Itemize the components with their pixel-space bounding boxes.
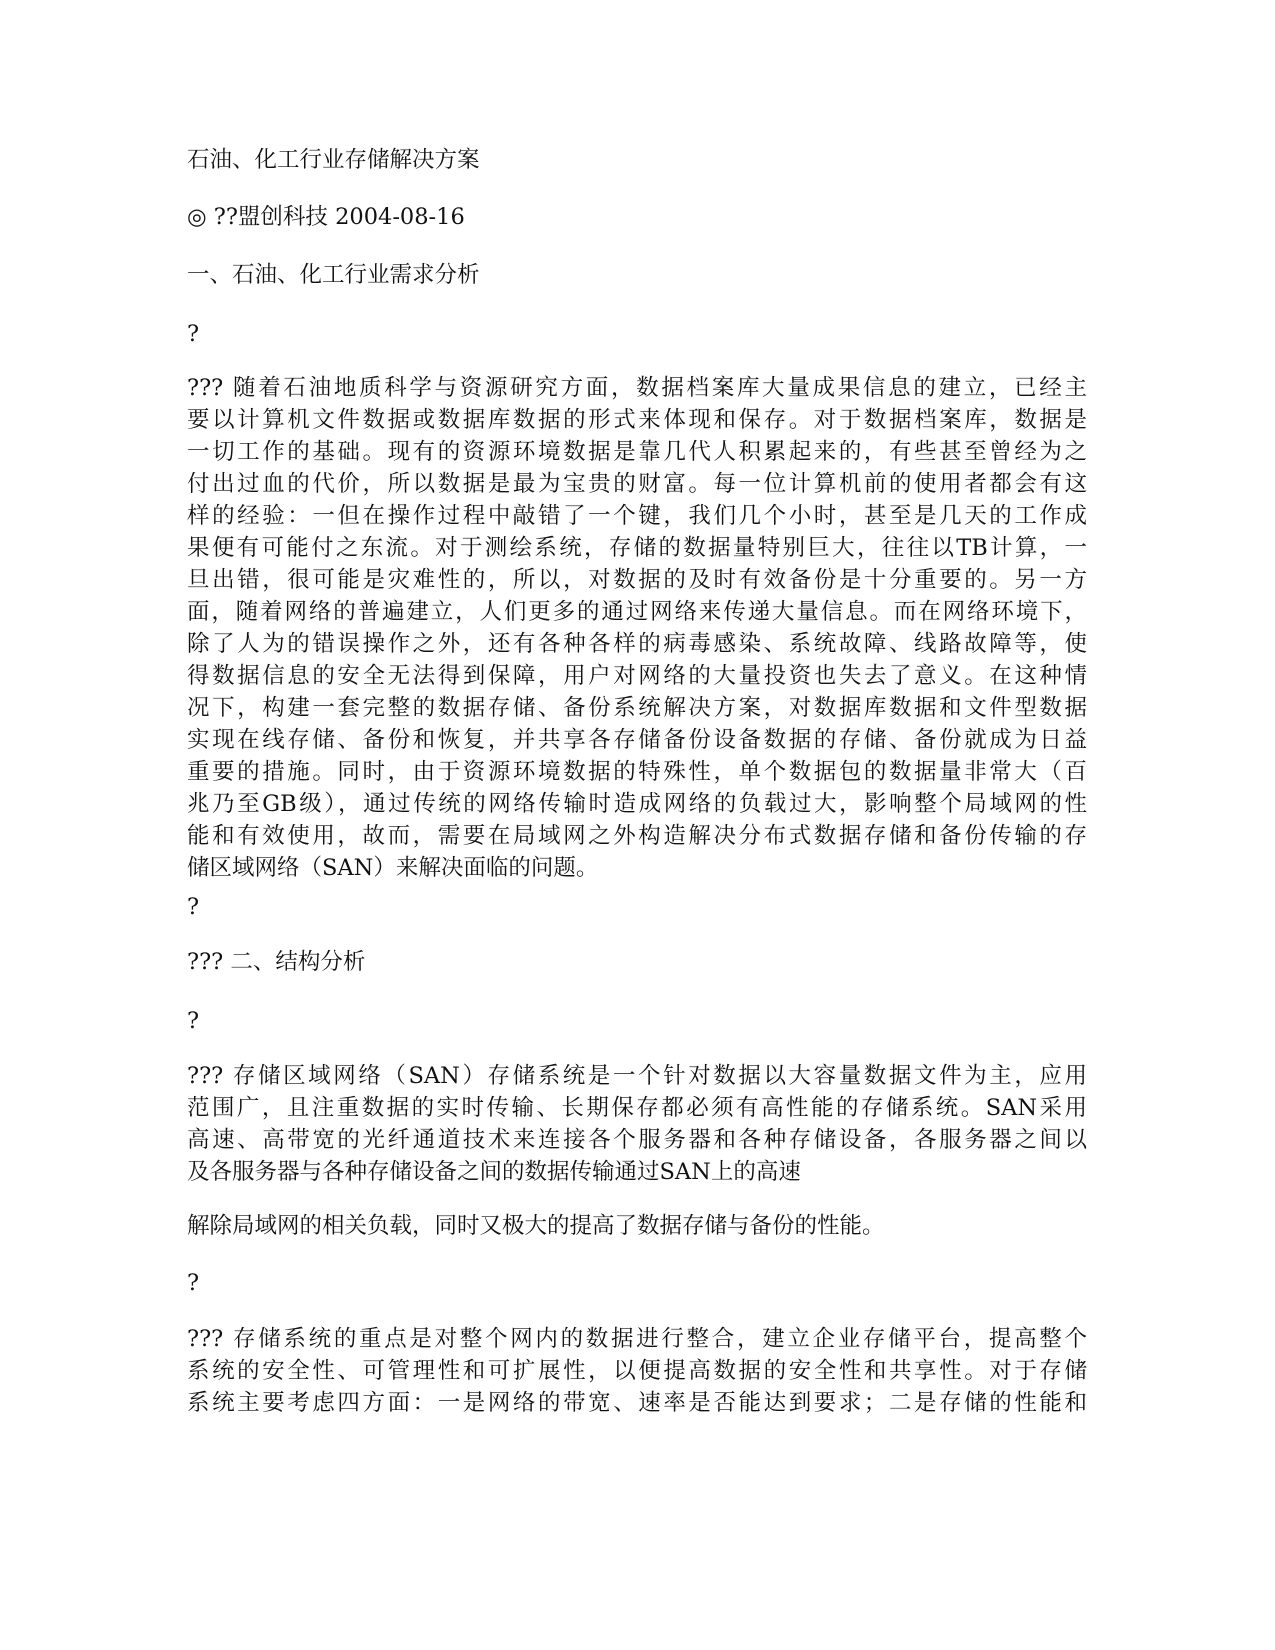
paragraph-line: 实现在线存储、备份和恢复，并共享各存储备份设备数据的存储、备份就成为日益 (187, 727, 1087, 753)
placeholder-mark: ? (187, 1008, 200, 1034)
paragraph-line: 及各服务器与各种存储设备之间的数据传输通过SAN上的高速 (187, 1159, 801, 1185)
placeholder-mark: ? (187, 1270, 200, 1296)
paragraph-line: 况下，构建一套完整的数据存储、备份系统解决方案，对数据库数据和文件型数据 (187, 695, 1087, 721)
paragraph-3: 解除局域网的相关负载，同时又极大的提高了数据存储与备份的性能。 (187, 1213, 885, 1239)
paragraph-line: 得数据信息的安全无法得到保障，用户对网络的大量投资也失去了意义。在这种情 (187, 663, 1087, 689)
paragraph-line: 高速、高带宽的光纤通道技术来连接各个服务器和各种存储设备，各服务器之间以 (187, 1127, 1087, 1153)
paragraph-line: 面，随着网络的普遍建立，人们更多的通过网络来传递大量信息。而在网络环境下， (187, 599, 1087, 625)
section-heading-2: ??? 二、结构分析 (187, 949, 366, 975)
paragraph-line: 重要的措施。同时，由于资源环境数据的特殊性，单个数据包的数据量非常大（百 (187, 759, 1087, 785)
paragraph-line: 付出过血的代价，所以数据是最为宝贵的财富。每一位计算机前的使用者都会有这 (187, 471, 1087, 497)
paragraph-line: 能和有效使用，故而，需要在局域网之外构造解决分布式数据存储和备份传输的存 (187, 823, 1087, 849)
placeholder-mark: ? (187, 894, 200, 920)
paragraph-line: 系统的安全性、可管理性和可扩展性，以便提高数据的安全性和共享性。对于存储 (187, 1358, 1087, 1384)
document-title: 石油、化工行业存储解决方案 (187, 147, 480, 173)
paragraph-line: 范围广，且注重数据的实时传输、长期保存都必须有高性能的存储系统。SAN采用 (187, 1095, 1087, 1121)
paragraph-2 (187, 1060, 1087, 1188)
paragraph-line: 兆乃至GB级），通过传统的网络传输时造成网络的负载过大，影响整个局域网的性 (187, 791, 1087, 817)
placeholder-mark: ? (187, 321, 200, 347)
paragraph-line: 样的经验：一但在操作过程中敲错了一个键，我们几个小时，甚至是几天的工作成 (187, 503, 1087, 529)
paragraph-4 (187, 1323, 1087, 1419)
paragraph-line: ??? 存储系统的重点是对整个网内的数据进行整合，建立企业存储平台，提高整个 (187, 1326, 1087, 1352)
paragraph-line: 旦出错，很可能是灾难性的，所以，对数据的及时有效备份是十分重要的。另一方 (187, 567, 1087, 593)
paragraph-line: 系统主要考虑四方面：一是网络的带宽、速率是否能达到要求；二是存储的性能和 (187, 1390, 1087, 1416)
document-byline: ◎ ??盟创科技 2004-08-16 (187, 204, 465, 230)
paragraph-1 (187, 372, 1087, 884)
paragraph-line: 一切工作的基础。现有的资源环境数据是靠几代人积累起来的，有些甚至曾经为之 (187, 439, 1087, 465)
paragraph-line: 果便有可能付之东流。对于测绘系统，存储的数据量特别巨大，往往以TB计算，一 (187, 535, 1087, 561)
paragraph-line: 储区域网络（SAN）来解决面临的问题。 (187, 855, 599, 881)
paragraph-line: 除了人为的错误操作之外，还有各种各样的病毒感染、系统故障、线路故障等，使 (187, 631, 1087, 657)
section-heading-1: 一、石油、化工行业需求分析 (187, 262, 480, 288)
paragraph-line: ??? 存储区域网络（SAN）存储系统是一个针对数据以大容量数据文件为主，应用 (187, 1063, 1087, 1089)
paragraph-line: ??? 随着石油地质科学与资源研究方面，数据档案库大量成果信息的建立，已经主 (187, 375, 1087, 401)
paragraph-line: 要以计算机文件数据或数据库数据的形式来体现和保存。对于数据档案库，数据是 (187, 407, 1087, 433)
